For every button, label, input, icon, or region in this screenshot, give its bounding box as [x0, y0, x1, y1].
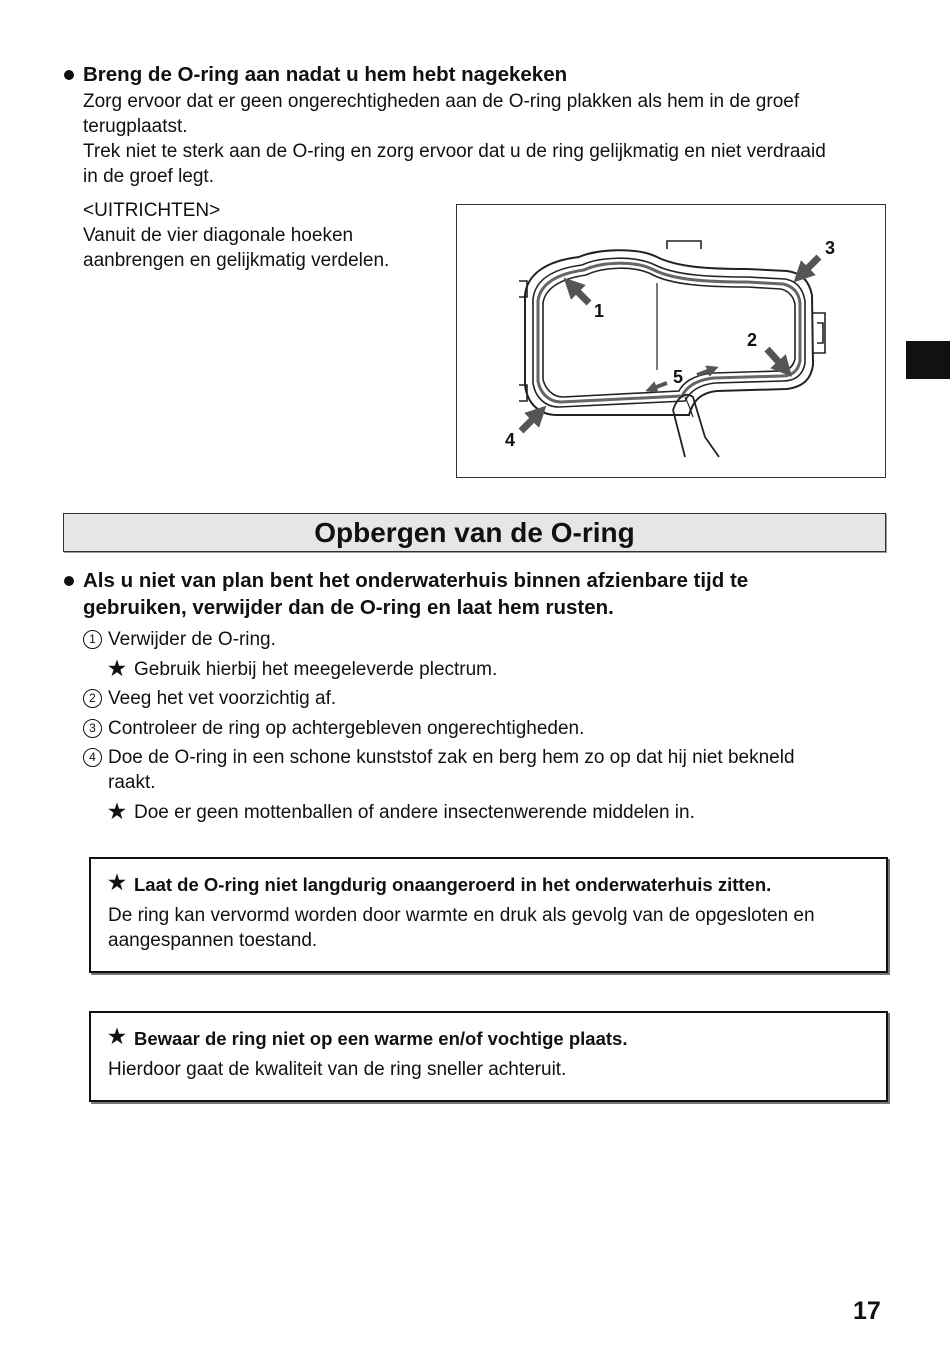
figure-label-2: 2 — [747, 330, 758, 350]
align-title: <UITRICHTEN> — [83, 200, 221, 221]
step-1-note: Gebruik hierbij het meegeleverde plectrum. — [134, 659, 498, 680]
arrow-5-right — [697, 369, 713, 375]
arrow-2 — [767, 349, 785, 369]
section1-line: Zorg ervoor dat er geen ongerechtigheden aan de O-ring plakken als hem in de groef — [83, 91, 800, 112]
arrow-4 — [521, 413, 539, 431]
step-4-note: Doe er geen mottenballen of andere insectenwerende middelen in. — [134, 802, 695, 823]
warning-star-icon: ★ — [108, 1026, 126, 1048]
finger-illustration — [673, 395, 719, 457]
note-star-icon: ★ — [108, 658, 126, 680]
notice-heading: Laat de O-ring niet langdurig onaangeroerd in het onderwaterhuis zitten. — [134, 874, 772, 895]
step-4-text: Doe de O-ring in een schone kunststof zak en berg hem zo op dat hij niet bekneld — [108, 747, 795, 768]
section1-line: in de groef legt. — [83, 166, 214, 187]
notice-text: Hierdoor gaat de kwaliteit van de ring sneller achteruit. — [108, 1059, 567, 1080]
align-line: aanbrengen en gelijkmatig verdelen. — [83, 250, 390, 271]
section2-intro-line: Als u niet van plan bent het onderwaterhuis binnen afzienbare tijd te — [83, 569, 749, 592]
arrow-3 — [801, 257, 819, 275]
note-star-icon: ★ — [108, 801, 126, 823]
bullet-dot — [64, 576, 74, 586]
step-number-1: 1 — [83, 630, 102, 649]
o-ring-alignment-figure — [456, 204, 886, 478]
step-number-2: 2 — [83, 689, 102, 708]
notice-text: aangespannen toestand. — [108, 930, 318, 951]
housing-top-tab — [667, 241, 701, 249]
step-1-text: Verwijder de O-ring. — [108, 629, 276, 650]
section1-line: terugplaatst. — [83, 116, 188, 137]
figure-label-4: 4 — [505, 430, 516, 450]
page-number: 17 — [853, 1297, 881, 1325]
section2-title: Opbergen van de O-ring — [63, 513, 886, 552]
figure-label-3: 3 — [825, 238, 836, 258]
section1-heading: Breng de O-ring aan nadat u hem hebt nagekeken — [83, 63, 568, 86]
figure-label-1: 1 — [594, 301, 605, 321]
notice-box — [89, 857, 888, 973]
step-3-text: Controleer de ring op achtergebleven ongerechtigheden. — [108, 718, 585, 739]
align-line: Vanuit de vier diagonale hoeken — [83, 225, 354, 246]
housing-right-latch — [813, 313, 825, 353]
step-number-4: 4 — [83, 748, 102, 767]
arrow-5-left — [651, 383, 667, 389]
notice-box — [89, 1011, 888, 1102]
notice-heading: Bewaar de ring niet op een warme en/of vochtige plaats. — [134, 1028, 628, 1049]
step-4-text: raakt. — [108, 772, 156, 793]
section2-intro-line: gebruiken, verwijder dan de O-ring en laat hem rusten. — [83, 596, 614, 619]
notice-text: De ring kan vervormd worden door warmte en druk als gevolg van de opgesloten en — [108, 905, 815, 926]
warning-star-icon: ★ — [108, 872, 126, 894]
o-ring-illustration — [457, 205, 885, 477]
step-number-3: 3 — [83, 719, 102, 738]
step-2-text: Veeg het vet voorzichtig af. — [108, 688, 337, 709]
arrow-1 — [571, 285, 589, 303]
bullet-dot — [64, 70, 74, 80]
section1-line: Trek niet te sterk aan de O-ring en zorg ervoor dat u de ring gelijkmatig en niet verdraaid — [83, 141, 826, 162]
figure-label-5: 5 — [673, 367, 684, 387]
side-index-tab — [906, 341, 950, 379]
